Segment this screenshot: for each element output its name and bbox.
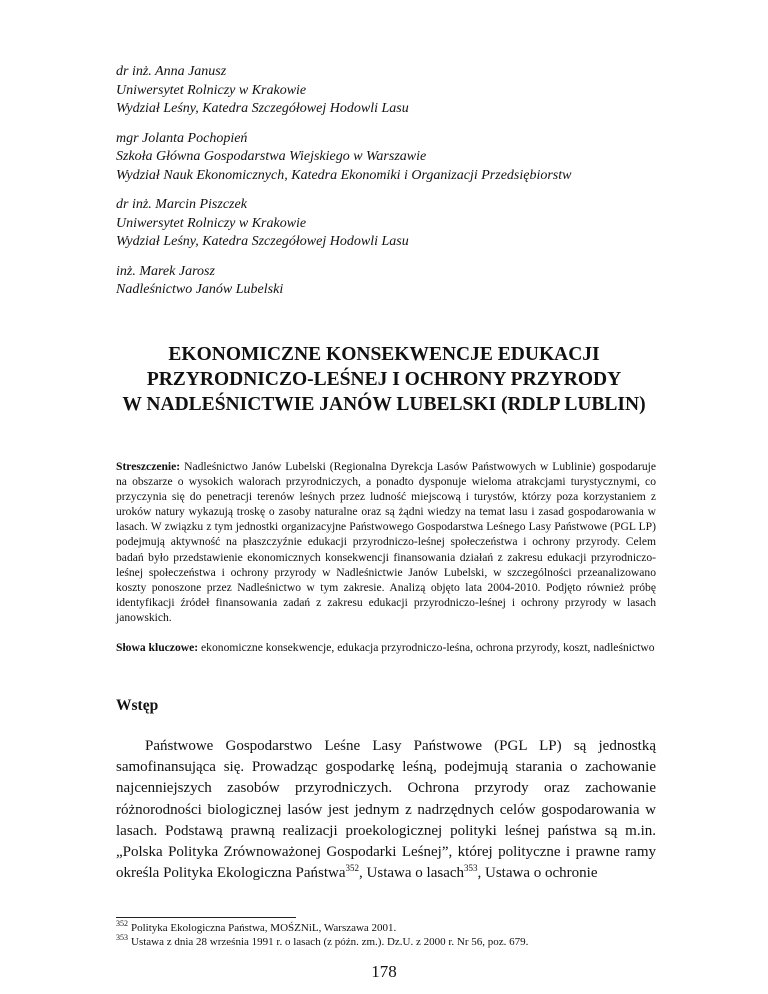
body-text-3: , Ustawa o ochronie [477,865,598,882]
footnote-353 [116,932,676,950]
author-affiliation: Nadleśnictwo Janów Lubelski [116,282,284,297]
author-affiliation: Szkoła Główna Gospodarstwa Wiejskiego w Warszawie [116,149,427,164]
footnote-ref-353: 353 [464,863,478,874]
footnote-number: 352 [116,919,128,929]
footnote-352 [116,919,676,936]
paper-title [100,342,668,417]
author-name: dr inż. Marcin Piszczek [116,197,247,212]
abstract-label: Streszczenie: [116,460,181,473]
author-name: dr inż. Anna Janusz [116,64,227,79]
author-1 [116,63,696,119]
author-3 [116,196,696,252]
keywords-text: ekonomiczne konsekwencje, edukacja przyrodniczo-leśna, ochrona przyrody, koszt, nadleśnictwo [201,641,655,654]
author-4 [116,263,696,300]
section-heading: Wstęp [116,697,159,714]
footnote-number: 353 [116,932,128,942]
title-line-3: W NADLEŚNICTWIE JANÓW LUBELSKI (RDLP LUBLIN) [122,394,646,415]
author-name: mgr Jolanta Pochopień [116,130,248,146]
author-affiliation: Uniwersytet Rolniczy w Krakowie [116,215,307,231]
keywords-label: Słowa kluczowe: [116,641,199,654]
author-department: Wydział Leśny, Katedra Szczegółowej Hodowli Lasu [116,234,409,249]
body-paragraph [116,736,656,884]
footnote-text: Polityka Ekologiczna Państwa, MOŚZNiL, Warszawa 2001. [131,922,397,934]
author-department: Wydział Leśny, Katedra Szczegółowej Hodowli Lasu [116,101,409,116]
abstract-text: Nadleśnictwo Janów Lubelski (Regionalna Dyrekcja Lasów Państwowych w Lublinie) gospodaruje na obszarze o wysokich walorach przyrodniczych, a ponadto dysponuje wieloma atrakcjami turystycznymi, co przyczynia się do penetracji terenów leśnych przez ludność miejscową i turystów, którzy poza korzystaniem z uroków natury wykazują troskę o zasoby naturalne oraz są żądni wiedzy na temat lasu i zasad gospodarowania w lasach. W związku z tym jednostki organizacyjne Państwowego Gospodarstwa Leśnego Lasy Państwowe (PGL LP) podejmują aktywność na płaszczyźnie edukacji przyrodniczo-leśnej społeczeństwa i ochrony przyrody. Celem badań było przedstawienie ekonomicznych konsekwencji finansowania działań z zakresu edukacji przyrodniczo-leśnej społeczeństwa i ochrony przyrody w Nadleśnictwie Janów Lubelski, w szczególności przeanalizowano koszty ponoszone przez Nadleśnictwo w tym zakresie. Analizą objęto lata 2004-2010. Podjęto również próbę identyfikacji źródeł finansowania zadań z zakresu edukacji przyrodniczo-leśnej i ochrony przyrody w lasach janowskich. [116,460,656,624]
title-line-2: PRZYRODNICZO-LEŚNEJ I OCHRONY PRZYRODY [146,369,622,390]
author-block [116,63,696,311]
author-2 [116,130,696,186]
footnote-ref-352: 352 [345,863,360,874]
body-text-2: , Ustawa o lasach [359,865,465,882]
footnotes [116,919,676,949]
title-line-1: EKONOMICZNE KONSEKWENCJE EDUKACJI [168,344,600,365]
author-department: Wydział Nauk Ekonomicznych, Katedra Ekonomiki i Organizacji Przedsiębiorstw [116,167,572,183]
page-number: 178 [371,962,397,981]
author-name: inż. Marek Jarosz [116,263,215,279]
author-affiliation: Uniwersytet Rolniczy w Krakowie [116,82,307,98]
footnote-text: Ustawa z dnia 28 września 1991 r. o lasach (z późn. zm.). Dz.U. z 2000 r. Nr 56, poz. 679. [131,935,529,948]
abstract [116,459,656,625]
keywords [116,640,656,655]
body-text-1: Państwowe Gospodarstwo Leśne Lasy Państwowe (PGL LP) są jednostką samofinansująca się. Prowadząc gospodarkę leśną, podejmują starania o zachowanie najcenniejszych zasobów przyrodniczych. Ochrona przyrody oraz zachowanie różnorodności biologicznej lasów jest jednym z nadrzędnych celów gospodarowania w lasach. Podstawą prawną realizacji proekologicznej polityki leśnej państwa są m.in. „Polska Polityka Zrównoważonej Gospodarki Leśnej”, której polityczne i prawne ramy określa Polityka Ekologiczna Państwa [116,738,656,882]
footnote-divider [116,917,296,918]
